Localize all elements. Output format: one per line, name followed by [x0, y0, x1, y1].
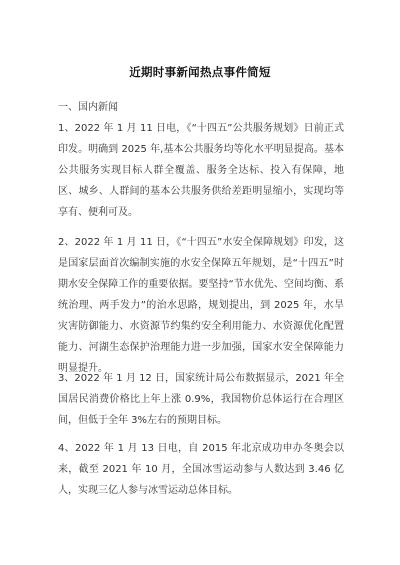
- page-title: 近期时事新闻热点事件简短: [129, 65, 271, 79]
- news-paragraph-4: 4、2022 年 1 月 13 日电，自 2015 年北京成功申办冬奥会以来，截至 2021 年 10 月，全国冰雪运动参与人数达到 3.46 亿人，实现三亿人参与冰雪运动总体目标。: [58, 443, 344, 496]
- section-heading: 一、国内新闻: [58, 102, 118, 113]
- news-paragraph-3: 3、2022 年 1 月 12 日，国家统计局公布数据显示，2021 年全国居民消费价格比上年上涨 0.9%，我国物价总体运行在合理区间，但低于全年 3%左右的预期目标。: [58, 373, 344, 426]
- news-paragraph-2: 2、2022 年 1 月 11 日，《“十四五”水安全保障规划》印发，这是国家层面首次编制实施的水安全保障五年规划，是“十四五”时期水安全保障工作的重要依据。要坚持“节水优先、空间均衡、系统治理、两手发力”的治水思路，规划提出，到 2025 年，水旱灾害防御能力、水资源节约集约安全利用能力、水资源优化配置能力、河湖生态保护治理能力进一步加强，国家水安全保障能力明显提升。: [58, 237, 344, 374]
- news-paragraph-1: 1、2022 年 1 月 11 日电，《“十四五”公共服务规划》日前正式印发。明确到 2025 年,基本公共服务均等化水平明显提高。基本公共服务实现目标人群全覆盖、服务全达标、投入有保障，地区、城乡、人群间的基本公共服务供给差距明显缩小，实现均等享有、便利可及。: [58, 123, 344, 218]
